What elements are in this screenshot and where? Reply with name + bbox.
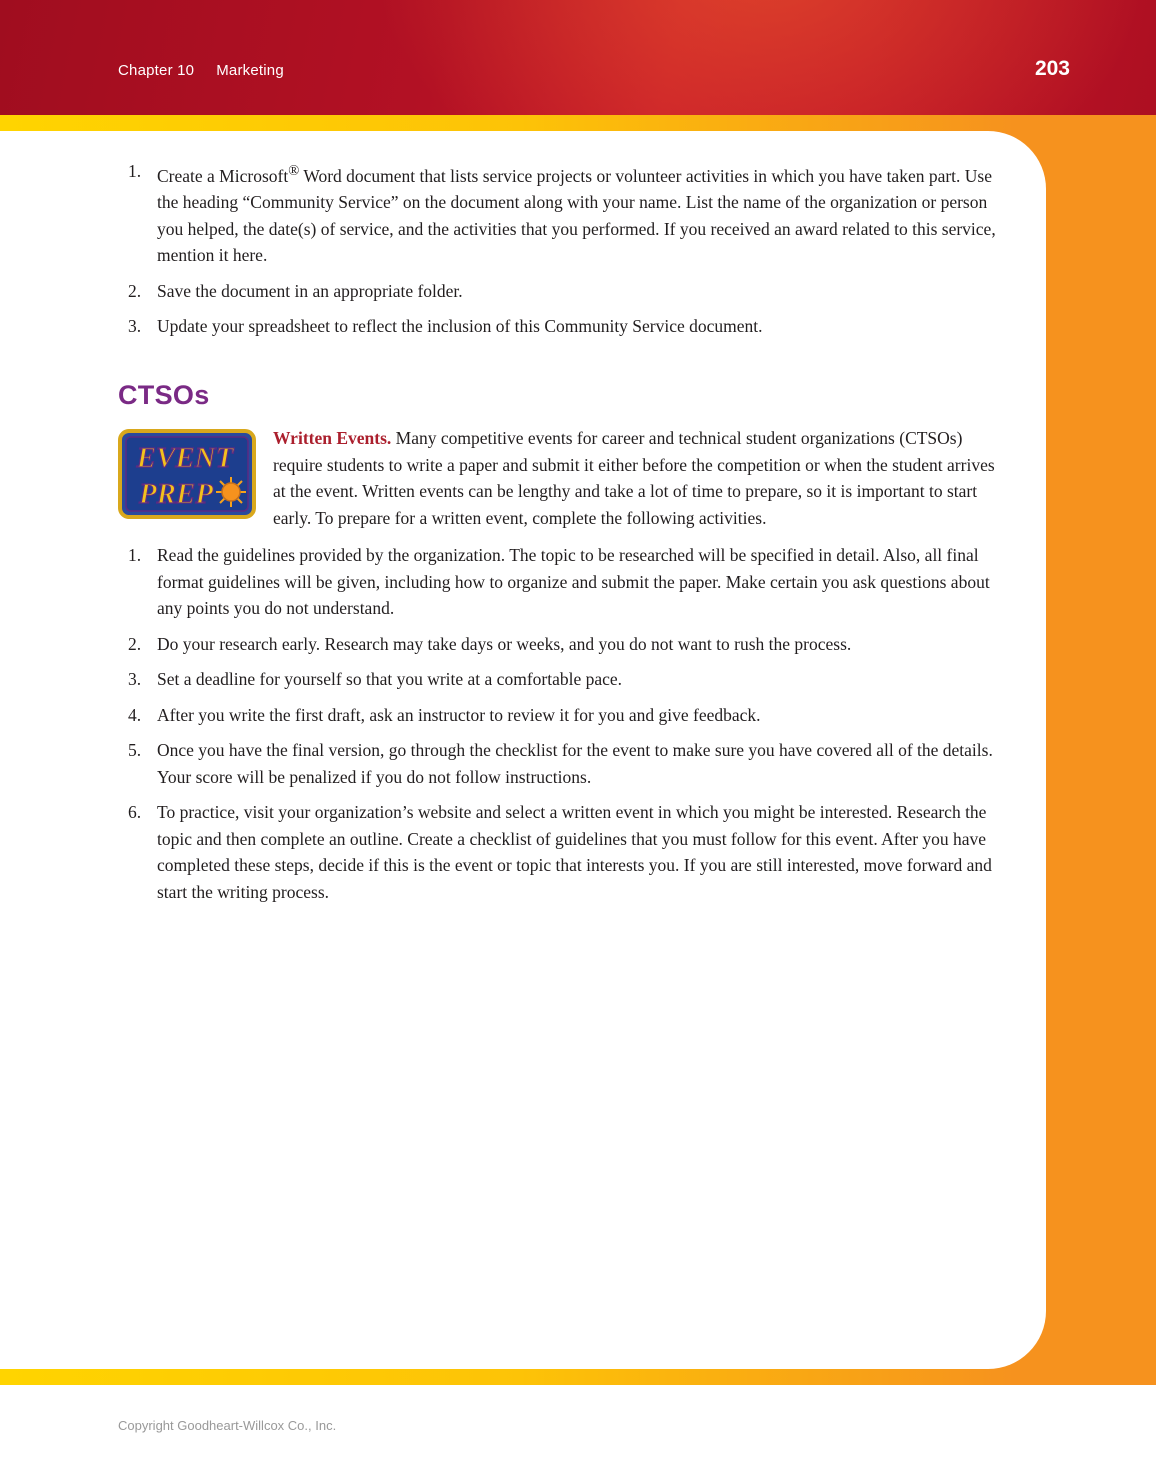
list-item-number: 4. (128, 704, 142, 725)
item-text-post: Word document that lists service projects or volunteer activities in which you have taken part. Use the heading “Community Service” on the document along with your name. List the name of the organization or person you helped, the date(s) of service, and the activities that you performed. If you received an award related to this service, mention it here. (157, 165, 996, 266)
badge-word-event: EVENT (136, 442, 234, 475)
list-item-number: 3. (128, 669, 142, 690)
list-item-number: 6. (128, 802, 142, 823)
page-footer (0, 1385, 1156, 1479)
header-row (118, 57, 1070, 81)
activity-list-top (128, 158, 996, 340)
activity-list-ctsos (128, 542, 996, 905)
list-item (128, 278, 996, 305)
list-item (128, 631, 996, 658)
list-item-text: Update your spreadsheet to reflect the inclusion of this Community Service document. (157, 316, 763, 337)
list-item-text: Set a deadline for yourself so that you write at a comfortable pace. (157, 669, 623, 690)
written-events-text: Many competitive events for career and technical student organizations (CTSOs) require students to write a paper and submit it either before the competition or when the student arrives at the event. Written events can be lengthy and take a lot of time to prepare, so it is important to start early. To prepare for a written event, complete the following activities. (273, 428, 995, 528)
list-item-number: 3. (128, 316, 142, 337)
list-item (128, 158, 996, 269)
list-item-number: 2. (128, 633, 142, 654)
bottom-accent-stripe (0, 1369, 1156, 1385)
list-item-text: Read the guidelines provided by the organization. The topic to be researched will be specified in detail. Also, all final format guidelines will be given, including how to organize and submit the paper. Make certain you ask questions about any points you do not understand. (157, 545, 990, 619)
list-item-text (157, 158, 996, 269)
list-item-text: After you write the first draft, ask an instructor to review it for you and give feedback. (157, 704, 761, 725)
list-item-number: 1. (128, 161, 142, 181)
list-item-text: To practice, visit your organization’s website and select a written event in which you might be interested. Research the topic and then complete an outline. Create a checklist of guidelines that you must follow for this event. After you have completed these steps, decide if this is the event or topic that interests you. If you are still interested, move forward and start the writing process. (157, 802, 992, 902)
sunburst-icon (216, 477, 246, 507)
page-body (0, 131, 1046, 1369)
ctsos-heading: CTSOs (118, 379, 210, 410)
list-item-text: Once you have the final version, go through the checklist for the event to make sure you have covered all of the details. Your score will be penalized if you do not follow instructions. (157, 740, 993, 787)
event-prep-badge-icon (118, 429, 256, 519)
chapter-title (118, 62, 284, 79)
item-text-pre: Create a Microsoft (157, 165, 289, 186)
chapter-header-band (0, 0, 1156, 115)
list-item (128, 666, 996, 693)
top-accent-stripe (0, 115, 1156, 131)
list-item-number: 1. (128, 545, 142, 566)
list-item-number: 5. (128, 740, 142, 761)
page-number: 203 (1034, 57, 1070, 80)
list-item (128, 542, 996, 622)
registered-mark: ® (288, 163, 300, 179)
list-item (128, 737, 996, 790)
event-prep-paragraph (136, 425, 996, 531)
list-item-text: Do your research early. Research may take days or weeks, and you do not want to rush the process. (157, 633, 852, 654)
list-item-text: Save the document in an appropriate folder. (157, 280, 463, 301)
copyright-text: Copyright Goodheart-Willcox Co., Inc. (118, 1418, 337, 1433)
list-item-number: 2. (128, 280, 142, 301)
list-item (128, 702, 996, 729)
written-events-lead: Written Events. (273, 428, 392, 449)
content-region (0, 131, 1156, 1369)
chapter-label: Chapter 10 (118, 62, 195, 79)
section-label: Marketing (216, 62, 284, 79)
list-item (128, 799, 996, 905)
list-item (128, 313, 996, 340)
badge-word-prep: PREP (138, 478, 214, 511)
